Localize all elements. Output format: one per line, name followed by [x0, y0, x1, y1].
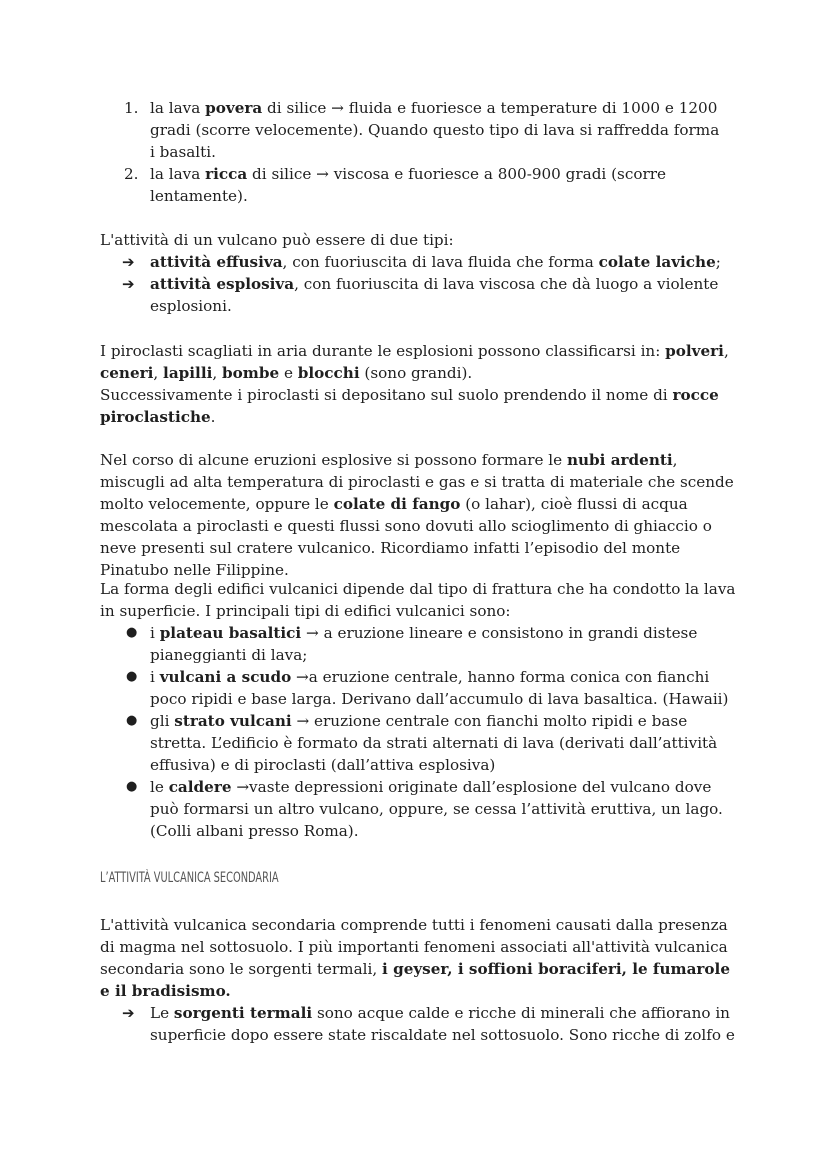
activity-list	[100, 251, 740, 317]
list-item: ● gli strato vulcani → eruzione centrale con fianchi molto ripidi e base stretta. L’edificio è formato da strati alternati di lava (derivati dall’attività effusiva) e di piroclasti (dall’attiva esplosiva)	[126, 712, 718, 774]
list-item: ● i vulcani a scudo →a eruzione centrale, hanno forma conica con fianchi poco ripidi e base larga. Derivano dall’accumulo di lava basaltica. (Hawaii)	[126, 668, 729, 708]
secondary-section	[100, 914, 740, 1046]
list-item: 1. la lava povera di silice → fluida e fuoriesce a temperature di 1000 e 1200 gradi (scorre velocemente). Quando questo tipo di lava si raffredda forma i basalti.	[124, 99, 720, 161]
buildings-section	[100, 578, 740, 842]
list-number: 2.	[124, 165, 139, 183]
bullet-icon: ●	[126, 779, 138, 794]
arrow-icon: ➔	[122, 253, 135, 271]
section-heading: L’ATTIVITÀ VULCANICA SECONDARIA	[100, 870, 279, 886]
list-item: ● i plateau basaltici → a eruzione lineare e consistono in grandi distese pianeggianti di lava;	[126, 624, 698, 664]
paragraph: I piroclasti scagliati in aria durante le esplosioni possono classificarsi in: polveri, ceneri, lapilli, bombe e blocchi (sono grandi).	[100, 342, 729, 382]
arrow-icon: ➔	[122, 275, 135, 293]
bullet-icon: ●	[126, 713, 138, 728]
activity-section	[100, 229, 740, 317]
secondary-list	[100, 1002, 740, 1046]
list-item: ➔ Le sorgenti termali sono acque calde e ricche di minerali che affiorano in superficie dopo essere state riscaldate nel sottosuolo. Sono ricche di zolfo e	[122, 1004, 735, 1044]
list-number: 1.	[124, 99, 139, 117]
paragraph: L'attività vulcanica secondaria comprende tutti i fenomeni causati dalla presenza di magma nel sottosuolo. I più importanti fenomeni associati all'attività vulcanica secondaria sono le sorgenti termali, i geyser, i soffioni boraciferi, le fumarole e il bradisismo.	[100, 916, 730, 1000]
buildings-list	[100, 622, 740, 842]
pyroclasts-section	[100, 340, 740, 428]
list-item: ➔ attività esplosiva, con fuoriuscita di lava viscosa che dà luogo a violente esplosioni.	[122, 275, 719, 315]
list-item: ● le caldere →vaste depressioni originate dall’esplosione del vulcano dove può formarsi un altro vulcano, oppure, se cessa l’attività eruttiva, un lago. (Colli albani presso Roma).	[126, 778, 723, 840]
bullet-icon: ●	[126, 625, 138, 640]
bullet-icon: ●	[126, 669, 138, 684]
lava-types-list	[100, 97, 720, 207]
paragraph: L'attività di un vulcano può essere di due tipi:	[100, 231, 454, 249]
paragraph: Nel corso di alcune eruzioni esplosive si possono formare le nubi ardenti, miscugli ad alta temperatura di piroclasti e gas e si tratta di materiale che scende molto velocemente, oppure le colate di fango (o lahar), cioè flussi di acqua mescolata a piroclasti e questi flussi sono dovuti allo scioglimento di ghiaccio o neve presenti sul cratere vulcanico. Ricordiamo infatti l’episodio del monte Pinatubo nelle Filippine.	[100, 451, 734, 579]
list-item: 2. la lava ricca di silice → viscosa e fuoriesce a 800-900 gradi (scorre lentamente).	[124, 165, 666, 205]
list-item: ➔ attività effusiva, con fuoriuscita di lava fluida che forma colate laviche;	[122, 253, 721, 271]
arrow-icon: ➔	[122, 1004, 135, 1022]
paragraph: La forma degli edifici vulcanici dipende dal tipo di frattura che ha condotto la lava in superficie. I principali tipi di edifici vulcanici sono:	[100, 580, 736, 620]
eruptions-section	[100, 449, 740, 581]
paragraph: Successivamente i piroclasti si depositano sul suolo prendendo il nome di rocce piroclastiche.	[100, 386, 719, 426]
